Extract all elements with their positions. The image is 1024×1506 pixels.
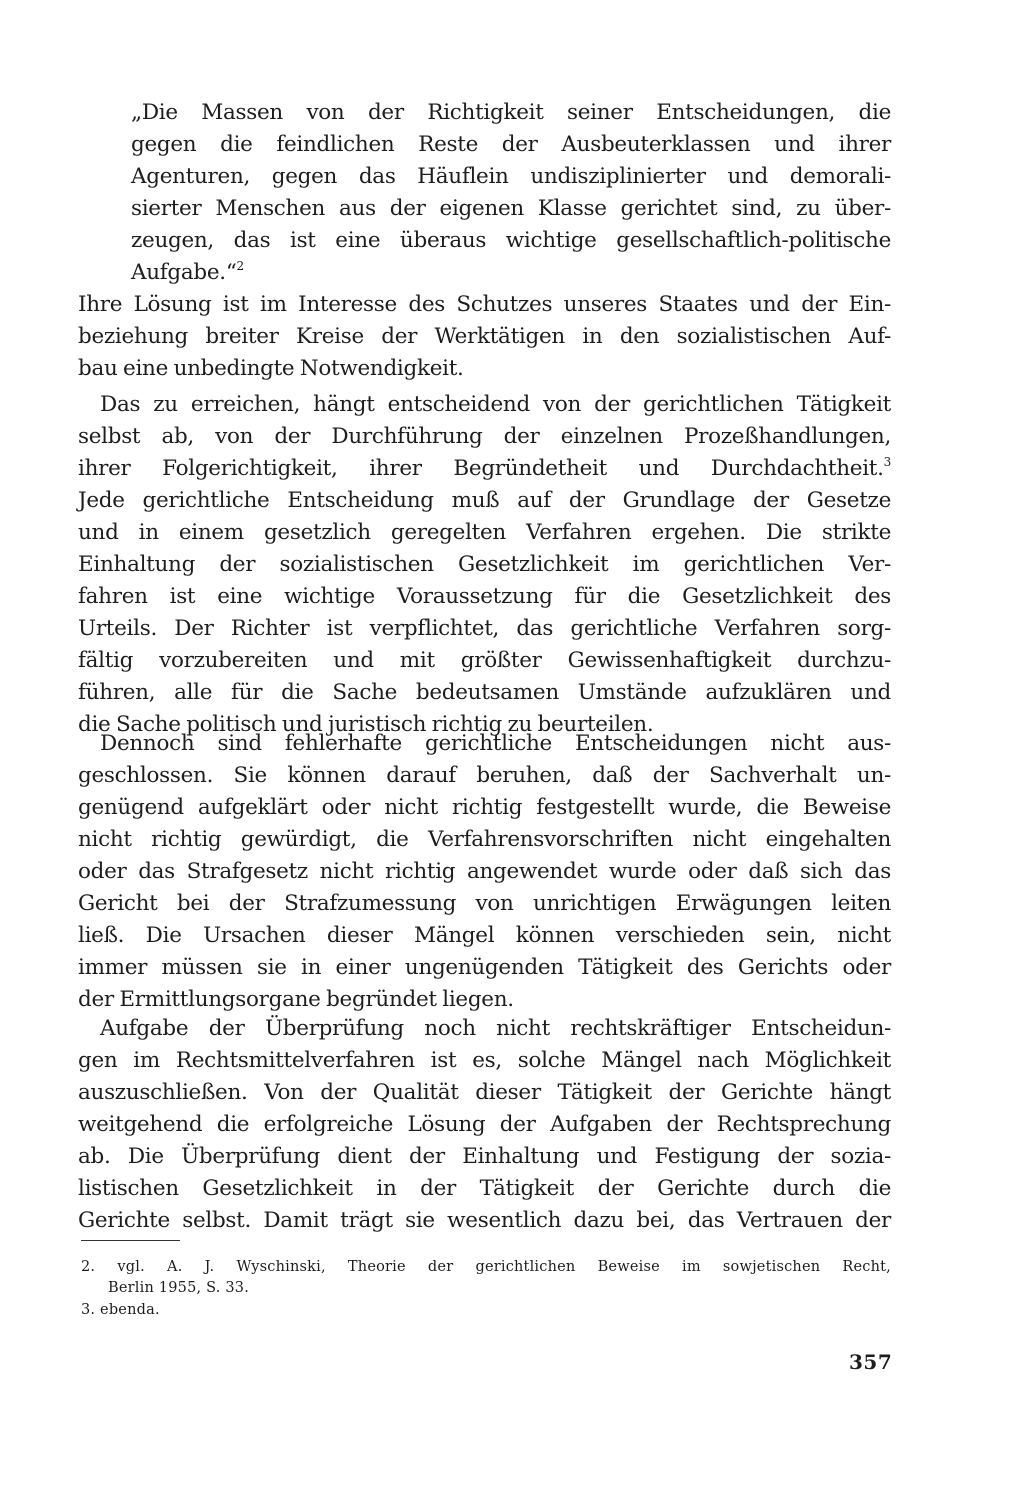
text-line: ließ. Die Ursachen dieser Mängel können verschieden sein, nicht [78,923,891,948]
text-line: immer müssen sie in einer ungenügenden Tätigkeit des Gerichts oder [78,955,891,980]
paragraph-1 [78,289,891,385]
text-line-indented: Aufgabe der Überprüfung noch nicht rechtskräftiger Entscheidun- [100,1016,891,1041]
quote-line-last [131,257,891,289]
text-line: beziehung breiter Kreise der Werktätigen in den sozialistischen Auf- [78,324,891,349]
text-line: bau eine unbedingte Notwendigkeit. [78,356,464,381]
quote-line: „Die Massen von der Richtigkeit seiner Entscheidungen, die [131,100,891,125]
text-line: Gericht bei der Strafzumessung von unrichtigen Erwägungen leiten [78,891,891,916]
text-line: fahren ist eine wichtige Voraussetzung für die Gesetzlichkeit des [78,584,891,609]
paragraph-3 [78,728,891,1016]
text-line: fältig vorzubereiten und mit größter Gewissenhaftigkeit durchzu- [78,648,891,673]
paragraph-2 [78,389,891,741]
text-line: geschlossen. Sie können darauf beruhen, daß der Sachverhalt un- [78,763,891,788]
text-line: Jede gerichtliche Entscheidung muß auf der Grundlage der Gesetze [78,488,891,513]
footnote-divider [81,1240,180,1241]
text-line: genügend aufgeklärt oder nicht richtig festgestellt wurde, die Beweise [78,795,891,820]
text-line: Ihre Lösung ist im Interesse des Schutzes unseres Staates und der Ein- [78,292,891,317]
paragraph-4 [78,1013,891,1237]
text-line: selbst ab, von der Durchführung der einzelnen Prozeßhandlungen, [78,424,891,449]
quote-line-text: Aufgabe.“ [131,260,237,285]
text-line-indented: Das zu erreichen, hängt entscheidend von der gerichtlichen Tätigkeit [100,392,891,417]
quote-line: zeugen, das ist eine überaus wichtige gesellschaftlich-politische [131,228,891,253]
page-number: 357 [849,1350,893,1374]
text-line: führen, alle für die Sache bedeutsamen Umstände aufzuklären und [78,680,891,705]
text-line-text: ihrer Folgerichtigkeit, ihrer Begründetheit und Durchdachtheit. [78,456,884,481]
quote-line: Agenturen, gegen das Häuflein undisziplinierter und demorali- [131,164,891,189]
text-line: Einhaltung der sozialistischen Gesetzlichkeit im gerichtlichen Ver- [78,552,891,577]
text-line: weitgehend die erfolgreiche Lösung der Aufgaben der Rechtsprechung [78,1112,891,1137]
footnote-2-line-2: Berlin 1955, S. 33. [108,1280,250,1296]
quote-line: gegen die feindlichen Reste der Ausbeuterklassen und ihrer [131,132,891,157]
block-quote [131,97,891,289]
quote-line: sierter Menschen aus der eigenen Klasse gerichtet sind, zu über- [131,196,891,221]
footnote-reference-2: 2 [236,259,244,273]
text-line-with-footnote [78,453,891,485]
text-line: und in einem gesetzlich geregelten Verfahren ergehen. Die strikte [78,520,891,545]
text-line: die Sache politisch und juristisch richtig zu beurteilen. [78,712,654,737]
text-line: listischen Gesetzlichkeit in der Tätigkeit der Gerichte durch die [78,1176,891,1201]
text-line: der Ermittlungsorgane begründet liegen. [78,987,514,1012]
footnote-reference-3: 3 [883,455,891,469]
text-line: gen im Rechtsmittelverfahren ist es, solche Mängel nach Möglichkeit [78,1048,891,1073]
text-line: oder das Strafgesetz nicht richtig angewendet wurde oder daß sich das [78,859,891,884]
text-line: Gerichte selbst. Damit trägt sie wesentlich dazu bei, das Vertrauen der [78,1208,891,1233]
footnote-3: 3. ebenda. [81,1302,160,1318]
text-line: Urteils. Der Richter ist verpflichtet, das gerichtliche Verfahren sorg- [78,616,891,641]
text-line: nicht richtig gewürdigt, die Verfahrensvorschriften nicht eingehalten [78,827,891,852]
text-line-indented: Dennoch sind fehlerhafte gerichtliche Entscheidungen nicht aus- [100,731,891,756]
text-line: ab. Die Überprüfung dient der Einhaltung und Festigung der sozia- [78,1144,891,1169]
footnote-2-line-1: 2. vgl. A. J. Wyschinski, Theorie der gerichtlichen Beweise im sowjetischen Recht, [81,1259,891,1275]
text-line: auszuschließen. Von der Qualität dieser Tätigkeit der Gerichte hängt [78,1080,891,1105]
